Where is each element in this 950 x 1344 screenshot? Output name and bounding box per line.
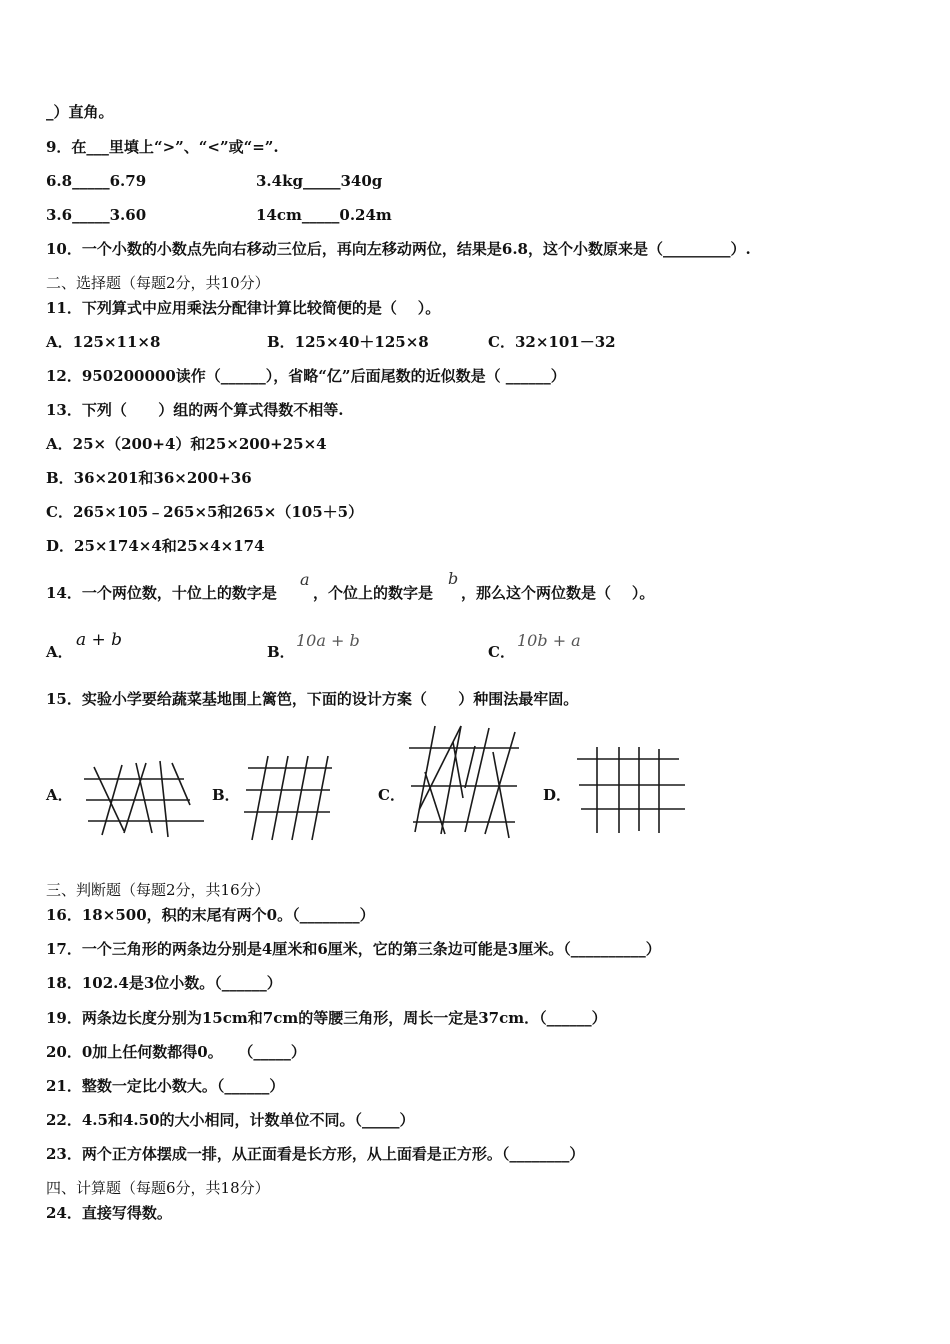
q11-option-a: A．125×11×8	[46, 333, 161, 351]
question-24: 24．直接写得数。	[46, 1204, 172, 1222]
q9-item-a: 6.8_____6.79	[46, 172, 147, 190]
q11-option-c: C．32×101－32	[488, 333, 616, 351]
question-15: 15．实验小学要给蔬菜基地围上篱笆，下面的设计方案（ ）种围法最牢固。	[46, 690, 579, 708]
question-14-part3: ，那么这个两位数是（ ）。	[461, 584, 655, 602]
q9-item-c: 3.6_____3.60	[46, 206, 147, 224]
fence-design-d-figure	[575, 745, 687, 837]
q15-option-d-label: D．	[543, 786, 572, 804]
q13-option-c: C．265×105﹣265×5和265×（105＋5）	[46, 503, 364, 521]
section-4-heading: 四、计算题（每题6分，共18分）	[46, 1179, 270, 1197]
question-21: 21．整数一定比小数大。（______）	[46, 1077, 285, 1095]
q13-option-b: B．36×201和36×200+36	[46, 469, 252, 487]
fence-design-b-figure	[240, 750, 340, 845]
question-20: 20．0加上任何数都得0。 （_____）	[46, 1043, 306, 1061]
question-11: 11．下列算式中应用乘法分配律计算比较简便的是（ ）。	[46, 299, 441, 317]
q15-option-a-label: A．	[46, 786, 73, 804]
text-line-right-angle: _）直角。	[46, 103, 114, 121]
section-3-heading: 三、判断题（每题2分，共16分）	[46, 881, 270, 899]
question-23: 23．两个正方体摆成一排，从正面看是长方形，从上面看是正方形。（________）	[46, 1145, 585, 1163]
q14-option-a-formula: a + b	[76, 630, 123, 650]
q9-item-d: 14cm_____0.24m	[256, 206, 392, 224]
question-14-part1: 14．一个两位数，十位上的数字是	[46, 584, 277, 602]
q9-item-b: 3.4kg_____340g	[256, 172, 383, 190]
q15-option-b-label: B．	[212, 786, 240, 804]
fence-design-a-figure	[80, 755, 205, 840]
q15-option-c-label: C．	[378, 786, 405, 804]
q14-option-a-label: A．	[46, 643, 73, 661]
q14-option-b-label: B．	[267, 643, 295, 661]
question-13: 13．下列（ ）组的两个算式得数不相等.	[46, 401, 344, 419]
q11-option-b: B．125×40＋125×8	[267, 333, 429, 351]
question-9: 9．在___里填上“>”、“<”或“=”.	[46, 138, 279, 156]
q14-option-c-formula: 10b + a	[517, 631, 581, 650]
q13-option-a: A．25×（200+4）和25×200+25×4	[46, 435, 327, 453]
question-14-part2: ，个位上的数字是	[313, 584, 434, 602]
fence-design-c-figure	[405, 722, 525, 844]
question-18: 18．102.4是3位小数。（______）	[46, 974, 282, 992]
q14-option-b-formula: 10a + b	[296, 631, 360, 650]
question-17: 17．一个三角形的两条边分别是4厘米和6厘米，它的第三条边可能是3厘米。（__________）	[46, 940, 661, 958]
q14-variable-a: a	[300, 570, 310, 589]
question-10: 10．一个小数的小数点先向右移动三位后，再向左移动两位，结果是6.8，这个小数原来是（_________）.	[46, 240, 751, 258]
question-19: 19．两条边长度分别为15cm和7cm的等腰三角形，周长一定是37cm．（______）	[46, 1009, 607, 1027]
question-12: 12．950200000读作（______），省略“亿”后面尾数的近似数是（ ______）	[46, 367, 566, 385]
question-22: 22．4.5和4.50的大小相同，计数单位不同。（_____）	[46, 1111, 415, 1129]
question-16: 16．18×500，积的末尾有两个0。（________）	[46, 906, 375, 924]
section-2-heading: 二、选择题（每题2分，共10分）	[46, 274, 270, 292]
q13-option-d: D．25×174×4和25×4×174	[46, 537, 265, 555]
q14-variable-b: b	[448, 569, 459, 588]
q14-option-c-label: C．	[488, 643, 515, 661]
